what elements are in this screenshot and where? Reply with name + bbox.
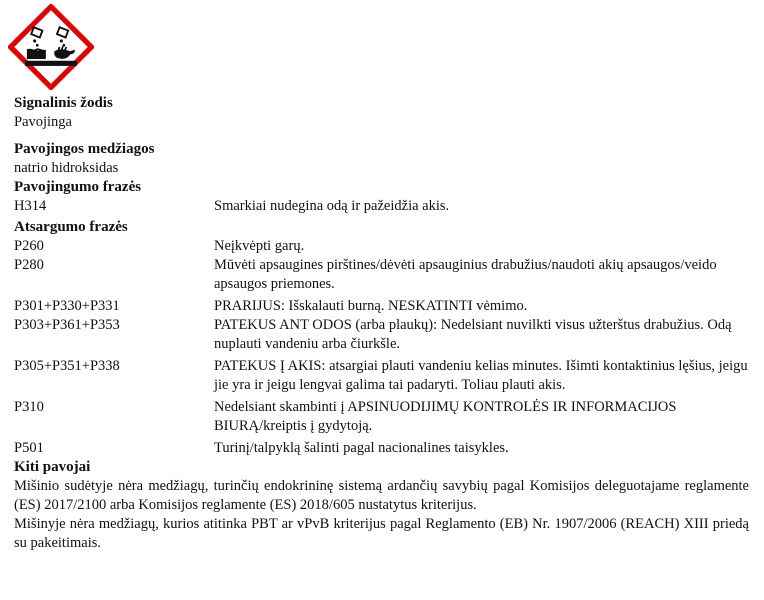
other-hazards-heading: Kiti pavojai [14,459,91,475]
precautionary-code: P280 [14,257,44,273]
precautionary-code: P305+P351+P338 [14,358,120,374]
other-hazards-paragraph: Mišinyje nėra medžiagų, kurios atitinka PBT ar vPvB kriterijus pagal Reglamento (EB) Nr. 1907/2006 (REACH) XIII priedą su pakeitimais. [14,516,749,551]
precautionary-text: Turinį/talpyklą šalinti pagal nacionalines taisykles. [214,440,509,456]
precautionary-code: P501 [14,440,44,456]
label-content [14,94,754,553]
signal-word-value: Pavojinga [14,114,72,130]
precautionary-code: P310 [14,399,44,415]
precautionary-code: P260 [14,238,44,254]
precautionary-statement-row [14,256,754,294]
precautionary-text: Nedelsiant skambinti į APSINUODIJIMŲ KONTROLĖS IR INFORMACIJOS BIURĄ/kreiptis į gydytoją. [214,399,677,434]
hazardous-substances-heading: Pavojingos medžiagos [14,141,155,157]
precautionary-statement-row [14,316,754,354]
precautionary-statement-row [14,398,754,436]
hazardous-substances-value: natrio hidroksidas [14,160,119,176]
precautionary-code: P301+P330+P331 [14,298,120,314]
signal-word-heading: Signalinis žodis [14,95,113,111]
precautionary-statement-row [14,237,754,256]
precautionary-statement-row [14,297,754,316]
ghs05-corrosion-icon [8,4,94,90]
precautionary-statement-row [14,357,754,395]
other-hazards-paragraph: Mišinio sudėtyje nėra medžiagų, turinčių endokrininę sistemą ardančių savybių pagal Komisijos deleguotajame reglamente (ES) 2017/2100 arba Komisijos reglamente (ES) 2018/605 nustatytus kriterijus. [14,478,749,513]
hazard-text: Smarkiai nudegina odą ir pažeidžia akis. [214,198,450,214]
hazard-statement-row [14,197,754,216]
precautionary-statement-row [14,439,754,458]
precautionary-text: PRARIJUS: Išskalauti burną. NESKATINTI vėmimo. [214,298,528,314]
hazard-statements-heading: Pavojingumo frazės [14,179,142,195]
precautionary-text: Neįkvėpti garų. [214,238,305,254]
precautionary-code: P303+P361+P353 [14,317,120,333]
precautionary-text: PATEKUS Į AKIS: atsargiai plauti vandeniu kelias minutes. Išimti kontaktinius lęšius, jeigu jie yra ir jeigu lengvai galima tai padaryti. Toliau plauti akis. [214,358,748,393]
hazard-code: H314 [14,198,47,214]
precautionary-text: Mūvėti apsaugines pirštines/dėvėti apsauginius drabužius/naudoti akių apsaugos/veido apsaugos priemones. [214,257,717,292]
precautionary-statements-heading: Atsargumo frazės [14,219,128,235]
precautionary-text: PATEKUS ANT ODOS (arba plaukų): Nedelsiant nuvilkti visus užterštus drabužius. Odą nuplauti vandeniu arba čiurkšle. [214,317,732,352]
